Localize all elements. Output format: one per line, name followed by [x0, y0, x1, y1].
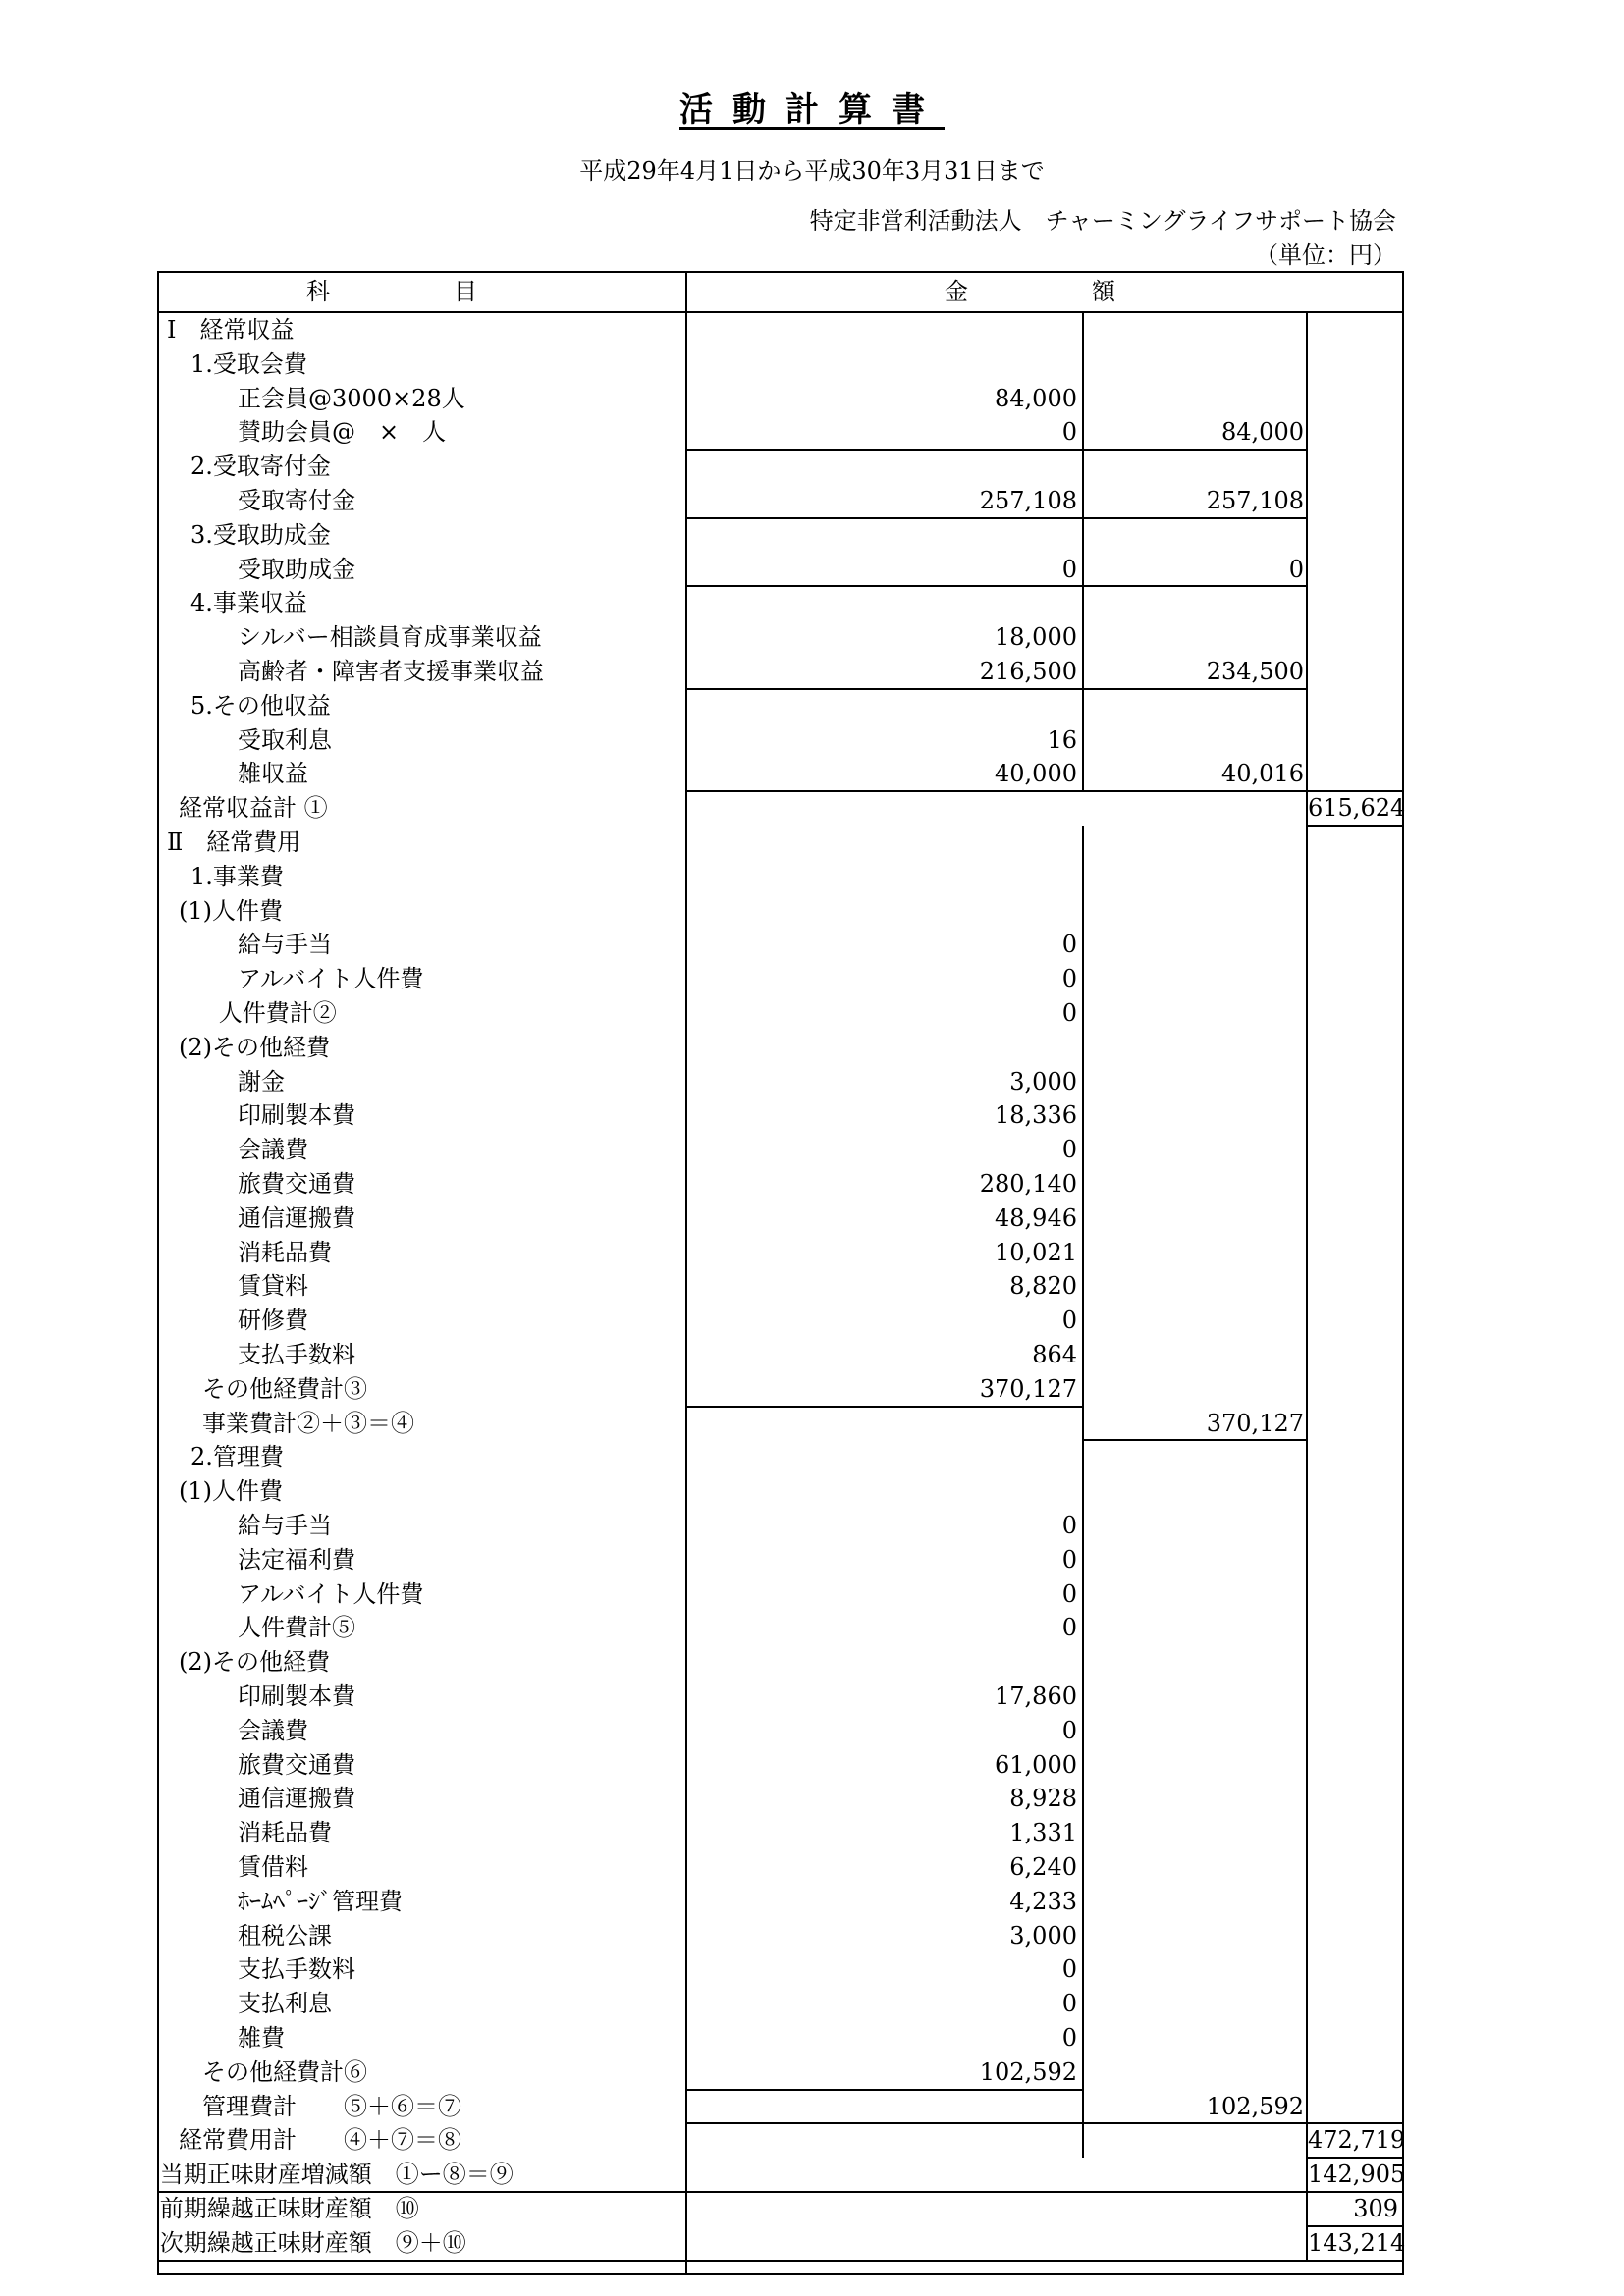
- subtotal-rule: [685, 585, 1306, 587]
- column-divider-b: [1306, 313, 1308, 2261]
- row-label: 2.受取寄付金: [190, 453, 331, 481]
- amount-a: 0: [1061, 2024, 1077, 2052]
- document-title-text: 活動計算書: [679, 90, 945, 130]
- row-label: その他経費計③: [202, 1374, 367, 1403]
- amount-a: 84,000: [995, 384, 1077, 412]
- table-row: [159, 1440, 1402, 1473]
- row-label: 経常収益計 ①: [179, 794, 328, 823]
- column-divider-a: [1082, 313, 1084, 791]
- amount-c: 142,905: [1308, 2161, 1406, 2189]
- total-rule: [1306, 2225, 1402, 2227]
- row-label: ﾎｰﾑﾍﾟｰｼﾞ管理費: [238, 1887, 403, 1915]
- row-label: 受取助成金: [238, 555, 355, 583]
- row-label: 雑収益: [238, 760, 308, 788]
- table-row: [159, 2056, 1402, 2089]
- row-label: 2.管理費: [190, 1443, 284, 1471]
- amount-a: 0: [1061, 418, 1077, 447]
- table-row: [159, 313, 1402, 347]
- amount-a: 6,240: [1009, 1853, 1077, 1881]
- header-amount: 金 額: [945, 278, 1121, 305]
- row-label: 印刷製本費: [238, 1682, 355, 1710]
- amount-a: 216,500: [979, 658, 1077, 685]
- subtotal-rule: [1306, 825, 1402, 827]
- row-label: その他経費計⑥: [202, 2057, 367, 2086]
- subtotal-rule: [685, 1406, 1082, 1408]
- row-label: 給与手当: [238, 931, 332, 959]
- table-row: [159, 826, 1402, 859]
- amount-a: 864: [1032, 1341, 1077, 1368]
- table-row: [159, 1885, 1402, 1918]
- table-row: [159, 860, 1402, 893]
- amount-a: 17,860: [995, 1682, 1077, 1710]
- row-label: シルバー相談員育成事業収益: [238, 623, 542, 652]
- row-label: 研修費: [238, 1307, 308, 1335]
- row-label: (2)その他経費: [179, 1648, 330, 1677]
- amount-b: 84,000: [1221, 418, 1304, 447]
- row-label: 受取寄付金: [238, 487, 355, 514]
- table-row: [159, 689, 1402, 722]
- subtotal-rule: [1306, 790, 1402, 792]
- table-row: [159, 415, 1402, 449]
- row-label: 管理費計 ⑤＋⑥＝⑦: [202, 2092, 461, 2120]
- column-divider-a: [1082, 826, 1084, 2158]
- subtotal-rule: [1306, 2122, 1402, 2124]
- header-subject: 科 目: [306, 278, 483, 305]
- row-label: 旅費交通費: [238, 1750, 355, 1779]
- table-row: [159, 2226, 1406, 2260]
- table-row: [159, 1680, 1402, 1713]
- table-row: [159, 347, 1402, 381]
- table-row: [159, 1611, 1402, 1644]
- row-label: 支払利息: [238, 1990, 332, 2018]
- row-label: (2)その他経費: [179, 1033, 330, 1061]
- row-label: 経常費用計 ④＋⑦＝⑧: [179, 2126, 461, 2155]
- table-row: [159, 553, 1402, 586]
- amount-a: 0: [1061, 999, 1077, 1027]
- row-label: 支払手数料: [238, 1341, 355, 1368]
- row-label: 消耗品費: [238, 1819, 332, 1847]
- table-row: [159, 1474, 1402, 1508]
- row-label: 会議費: [238, 1136, 308, 1164]
- row-label: 会議費: [238, 1716, 308, 1744]
- row-label: 賃貸料: [238, 1272, 308, 1301]
- table-row: [159, 2021, 1402, 2055]
- amount-a: 18,336: [995, 1101, 1077, 1130]
- table-row: [159, 1372, 1402, 1406]
- amount-a: 10,021: [995, 1238, 1077, 1266]
- table-row: [159, 1577, 1402, 1611]
- amount-a: 4,233: [1009, 1887, 1077, 1915]
- row-label: 当期正味財産増減額 ①ー⑧＝⑨: [159, 2161, 514, 2189]
- row-label: 高齢者・障害者支援事業収益: [238, 658, 544, 685]
- total-rule: [159, 2191, 1402, 2193]
- row-label: 旅費交通費: [238, 1170, 355, 1198]
- amount-c: 472,719: [1308, 2126, 1406, 2155]
- subtotal-rule: [685, 790, 1306, 792]
- table-row: [159, 2123, 1406, 2157]
- row-label: 雑費: [238, 2024, 285, 2052]
- row-label: 賛助会員@ × 人: [238, 418, 447, 447]
- amount-a: 0: [1061, 1579, 1077, 1608]
- table-row: [159, 1133, 1402, 1166]
- table-row: [159, 1850, 1402, 1884]
- table-row: [159, 382, 1402, 415]
- table-row: [159, 894, 1402, 928]
- amount-b: 257,108: [1206, 487, 1304, 514]
- amount-a: 48,946: [995, 1203, 1077, 1232]
- amount-a: 3,000: [1009, 1067, 1077, 1095]
- table-row: [159, 1509, 1402, 1542]
- row-label: 給与手当: [238, 1512, 332, 1539]
- table-row: [159, 1167, 1402, 1201]
- row-label: 5.その他収益: [190, 691, 331, 720]
- table-row: [159, 996, 1402, 1030]
- table-row: [159, 586, 1402, 619]
- amount-a: 8,928: [1009, 1785, 1077, 1813]
- amount-c: 309: [1353, 2195, 1398, 2222]
- table-row: [159, 1987, 1402, 2020]
- table-row: [159, 1782, 1402, 1815]
- row-label: 法定福利費: [238, 1545, 355, 1574]
- document-period: 平成29年4月1日から平成30年3月31日まで: [579, 157, 1045, 185]
- amount-a: 0: [1061, 1614, 1077, 1642]
- table-row: [159, 1748, 1402, 1782]
- table-row: [159, 620, 1402, 654]
- row-label: 1.事業費: [190, 862, 284, 890]
- row-label: (1)人件費: [179, 896, 283, 925]
- amount-a: 3,000: [1009, 1921, 1077, 1949]
- table-row: [159, 1714, 1402, 1747]
- amount-a: 0: [1061, 1136, 1077, 1164]
- table-row: [159, 1919, 1402, 1952]
- amount-a: 280,140: [979, 1170, 1077, 1198]
- row-label: 支払手数料: [238, 1955, 355, 1984]
- row-label: 1.受取会費: [190, 349, 307, 378]
- row-label: 通信運搬費: [238, 1203, 355, 1232]
- table-row: [159, 1065, 1402, 1098]
- amount-a: 16: [1047, 725, 1077, 754]
- subtotal-rule: [685, 2122, 1306, 2124]
- table-row: [159, 757, 1402, 790]
- amount-a: 0: [1061, 1512, 1077, 1539]
- amount-b: 40,016: [1221, 760, 1304, 788]
- amount-a: 1,331: [1009, 1819, 1077, 1847]
- row-label: 印刷製本費: [238, 1101, 355, 1130]
- table-row: [159, 1407, 1402, 1440]
- amount-a: 370,127: [979, 1374, 1077, 1403]
- row-label: 賃借料: [238, 1853, 308, 1881]
- amount-a: 0: [1061, 1716, 1077, 1744]
- subtotal-rule: [685, 449, 1306, 451]
- amount-a: 0: [1061, 1545, 1077, 1574]
- table-row: [159, 791, 1406, 825]
- table-header: [159, 273, 1402, 313]
- amount-a: 102,592: [979, 2057, 1077, 2086]
- table-row: [159, 1098, 1402, 1132]
- amount-b: 102,592: [1206, 2092, 1304, 2120]
- table-row: [159, 1201, 1402, 1235]
- table-row: [159, 1304, 1402, 1337]
- table-row: [159, 1236, 1402, 1269]
- subtotal-rule: [685, 517, 1306, 519]
- table-row: [159, 450, 1402, 483]
- unit-label: （単位：円）: [1255, 241, 1396, 269]
- amount-a: 0: [1061, 931, 1077, 959]
- row-label: 人件費計②: [218, 999, 337, 1027]
- row-label: 次期繰越正味財産額 ⑨＋⑩: [159, 2228, 466, 2257]
- table-row: [159, 1543, 1402, 1576]
- row-label: 通信運搬費: [238, 1785, 355, 1813]
- amount-a: 0: [1061, 555, 1077, 583]
- subtotal-rule: [685, 2089, 1082, 2091]
- amount-a: 61,000: [995, 1750, 1077, 1779]
- row-label: 消耗品費: [238, 1238, 332, 1266]
- table-row: [159, 928, 1402, 961]
- subtotal-rule: [1306, 2157, 1402, 2159]
- amount-c: 615,624: [1308, 794, 1406, 823]
- document-title: [0, 82, 1624, 131]
- row-label: 3.受取助成金: [190, 520, 331, 549]
- amount-b: 0: [1288, 555, 1304, 583]
- amount-a: 40,000: [995, 760, 1077, 788]
- row-label: アルバイト人件費: [238, 965, 424, 993]
- amount-a: 0: [1061, 965, 1077, 993]
- table-row: [159, 1952, 1402, 1986]
- table-row: [159, 1645, 1402, 1679]
- table-row: [159, 2192, 1402, 2225]
- row-label: 謝金: [238, 1067, 285, 1095]
- table-row: [159, 1269, 1402, 1303]
- subtotal-rule: [1082, 1439, 1306, 1441]
- row-label: 人件費計⑤: [238, 1614, 355, 1642]
- table-row: [159, 723, 1402, 757]
- amount-a: 18,000: [995, 623, 1077, 652]
- amount-a: 257,108: [979, 487, 1077, 514]
- row-label: Ⅱ 経常費用: [167, 828, 301, 856]
- amount-c: 143,214: [1308, 2228, 1406, 2257]
- row-label: (1)人件費: [179, 1477, 283, 1506]
- subtotal-rule: [685, 688, 1306, 690]
- row-label: Ⅰ 経常収益: [167, 316, 295, 344]
- amount-a: 0: [1061, 1955, 1077, 1984]
- table-row: [159, 655, 1402, 688]
- table-row: [159, 2158, 1406, 2191]
- row-label: 正会員@3000×28人: [238, 384, 465, 412]
- organization-name: 特定非営利活動法人 チャーミングライフサポート協会: [809, 207, 1396, 235]
- amount-a: 0: [1061, 1990, 1077, 2018]
- row-label: 租税公課: [238, 1921, 332, 1949]
- table-row: [159, 1338, 1402, 1371]
- amount-a: 0: [1061, 1307, 1077, 1335]
- table-row: [159, 484, 1402, 517]
- row-label: 受取利息: [238, 725, 332, 754]
- table-row: [159, 962, 1402, 995]
- activity-statement-table: [157, 271, 1404, 2275]
- amount-b: 234,500: [1206, 658, 1304, 685]
- table-row: [159, 1031, 1402, 1064]
- row-label: 事業費計②＋③＝④: [202, 1409, 414, 1437]
- row-label: 前期繰越正味財産額 ⑩: [159, 2195, 419, 2222]
- amount-b: 370,127: [1206, 1409, 1304, 1437]
- table-row: [159, 518, 1402, 552]
- row-label: アルバイト人件費: [238, 1579, 424, 1608]
- row-label: 4.事業収益: [190, 589, 307, 617]
- total-rule: [159, 2260, 1402, 2262]
- table-row: [159, 1816, 1402, 1849]
- table-row: [159, 2090, 1402, 2123]
- amount-a: 8,820: [1009, 1272, 1077, 1301]
